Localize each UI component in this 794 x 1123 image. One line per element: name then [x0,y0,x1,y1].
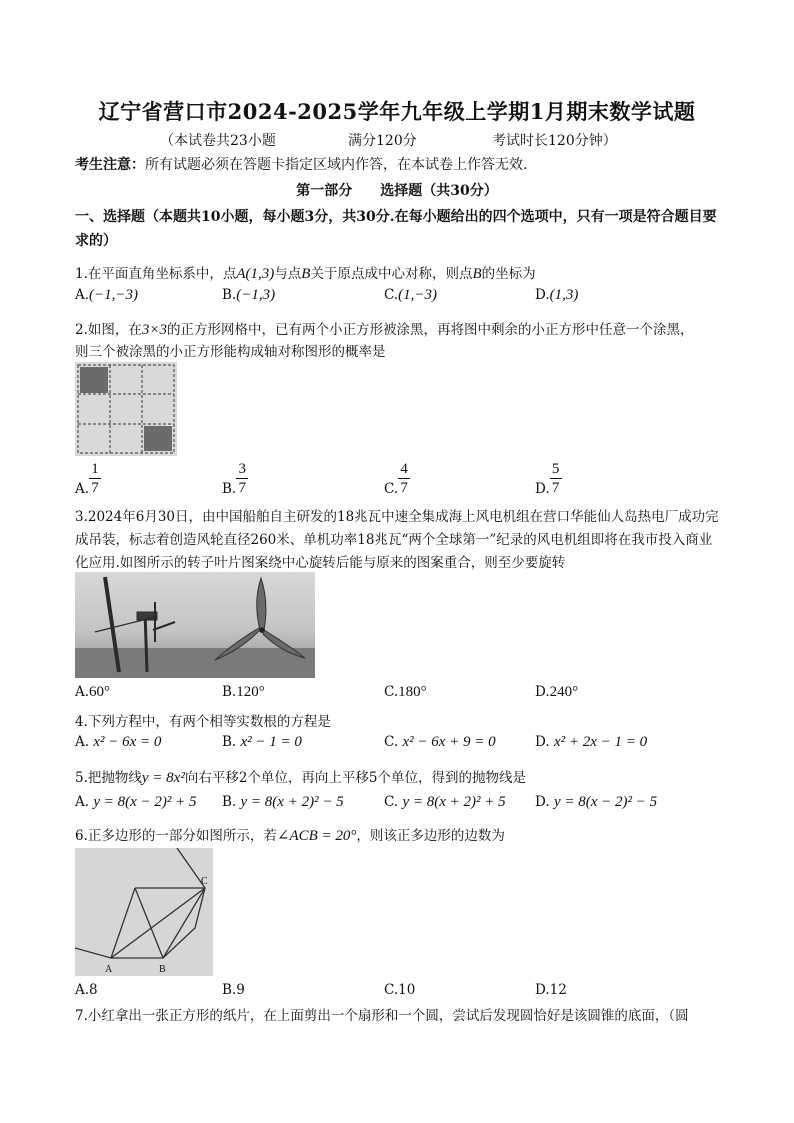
q4-option-d[interactable] [535,734,647,751]
q5-option-c[interactable] [384,794,506,811]
shaded-square-bottom-right [144,426,172,451]
q2-option-d[interactable] [535,460,562,497]
q5-option-b[interactable] [222,794,344,811]
option-value: 240° [549,684,579,700]
photo-ground [75,648,315,678]
option-label: A. [75,287,90,303]
option-value: 9 [236,982,245,998]
numerator: 1 [91,461,99,477]
meta-time-limit: 考试时长120分钟） [492,133,617,149]
option-value: 120° [236,684,265,700]
option-label: C. [384,684,399,700]
option-label: C. [384,481,399,497]
option-label: A. [75,794,90,810]
option-value: x² − 6x + 9 = 0 [402,734,496,750]
q6-angle: ∠ACB = 20° [276,828,357,844]
label-c: C [201,876,208,887]
question-4-stem: 4.下列方程中，有两个相等实数根的方程是 [75,714,331,730]
fraction [550,460,562,497]
option-label: D. [535,734,550,750]
q2-text-b: 的正方形网格中，已有两个小正方形被涂黑，再将图中剩余的小正方形中任意一个涂黑， [167,322,694,338]
option-label: D. [535,684,550,700]
q3-option-b[interactable] [222,684,265,701]
q2-option-a[interactable] [75,460,101,497]
q5-text-a: 5.把抛物线 [75,770,142,786]
part-heading: 第一部分 选择题（共30分） [296,183,498,199]
question-5-stem [75,766,526,787]
q4-option-c[interactable] [384,734,496,751]
question-3-stem: 3.2024年6月30日，由中国船舶自主研发的18兆瓦中速全集成海上风电机组在营口华能仙人岛热电厂成功完成吊装，标志着创造风轮直径260米、单机功率18兆瓦“两个全球第一”纪录的风电机组即将在我市投入商业化应用.如图所示的转子叶片图案绕中心旋转后能与原来的图案重合，则至少要旋转 [75,509,719,571]
q1-text-b: 与点 [274,266,302,282]
q2-grid-size: 3×3 [141,322,168,338]
question-1-stem [75,262,536,283]
q1-option-d[interactable] [535,287,578,304]
q1-text-d: 的坐标为 [481,266,536,282]
q1-point-b: B [301,266,311,282]
q1-option-b[interactable] [222,287,275,304]
q1-option-a[interactable] [75,287,138,304]
question-2-stem [75,318,694,339]
q1-point-a: A(1,3) [236,266,275,282]
denominator: 7 [238,480,246,496]
option-label: A. [75,734,90,750]
q5-option-d[interactable] [535,794,657,811]
question-7-stem: 7.小红拿出一张正方形的纸片，在上面剪出一个扇形和一个圆，尝试后发现圆恰好是该圆锥的底面，（圆 [75,1008,689,1024]
q4-option-a[interactable] [75,734,161,751]
q2-grid-figure [75,362,177,456]
notice-label: 考生注意： [75,157,145,173]
option-value: 8 [89,982,98,998]
q4-option-b[interactable] [222,734,302,751]
option-label: C. [384,794,399,810]
q6-text-b: ，则该正多边形的边数为 [356,828,505,844]
q6-option-c[interactable] [384,982,415,998]
fraction [236,460,248,497]
option-label: D. [535,794,550,810]
numerator: 4 [400,461,408,477]
option-label: D. [535,287,550,303]
q1-option-c[interactable] [384,287,437,304]
label-b: B [159,964,166,975]
option-label: A. [75,481,90,497]
option-label: C. [384,734,399,750]
option-label: B. [222,287,237,303]
option-value: (−1,3) [236,287,276,303]
q1-text-a: 1.在平面直角坐标系中，点 [75,266,237,282]
q3-option-c[interactable] [384,684,427,701]
option-value: x² − 1 = 0 [240,734,302,750]
q5-text-b: 向右平移2个单位，再向上平移5个单位，得到的抛物线是 [184,770,527,786]
label-a: A [105,964,113,975]
option-value: (1,3) [549,287,579,303]
q6-polygon-figure [75,848,213,976]
question-6-stem [75,824,505,845]
q2-text-a: 2.如图，在 [75,322,142,338]
q5-option-a[interactable] [75,794,197,811]
q2-option-c[interactable] [384,460,410,497]
option-value: 60° [89,684,111,700]
denominator: 7 [400,480,408,496]
option-label: D. [535,481,550,497]
q5-parabola: y = 8x² [141,770,185,786]
option-value: x² + 2x − 1 = 0 [553,734,648,750]
option-value: 12 [549,982,567,998]
option-value: y = 8(x + 2)² − 5 [240,794,344,810]
option-label: A. [75,982,90,998]
option-value: y = 8(x − 2)² − 5 [553,794,658,810]
notice-text: 所有试题必须在答题卡指定区域内作答，在本试卷上作答无效. [145,157,528,173]
q6-text-a: 6.正多边形的一部分如图所示，若 [75,828,277,844]
q6-option-a[interactable] [75,982,98,998]
question-2-stem-line2: 则三个被涂黑的小正方形能构成轴对称图形的概率是 [75,344,386,360]
option-value: y = 8(x + 2)² + 5 [402,794,506,810]
option-label: B. [222,734,237,750]
shaded-square-top-left [80,367,108,393]
q1-point-b2: B [472,266,482,282]
meta-question-count: （本试卷共23小题 [160,133,276,149]
option-label: C. [384,287,399,303]
option-value: (−1,−3) [89,287,139,303]
fraction [398,460,410,497]
q3-turbine-figure [75,572,315,678]
option-label: A. [75,684,90,700]
numerator: 3 [238,461,246,477]
q6-option-b[interactable] [222,982,245,998]
section-heading: 一、选择题（本题共10小题，每小题3分，共30分.在每小题给出的四个选项中，只有一项是符合题目要求的） [75,209,717,249]
option-value: x² − 6x = 0 [93,734,162,750]
q1-text-c: 关于原点成中心对称，则点 [310,266,473,282]
option-value: 180° [398,684,427,700]
fraction [89,460,101,497]
notice [75,154,527,174]
option-label: B. [222,481,237,497]
q3-option-d[interactable] [535,684,578,701]
option-label: C. [384,982,399,998]
page-title: 辽宁省营口市2024-2025学年九年级上学期1月期末数学试题 [98,99,696,124]
option-value: 10 [398,982,416,998]
option-label: B. [222,982,237,998]
denominator: 7 [551,480,560,496]
option-label: D. [535,982,550,998]
option-label: B. [222,684,237,700]
q2-option-b[interactable] [222,460,248,497]
denominator: 7 [91,480,99,496]
meta-full-score: 满分120分 [348,133,417,149]
option-value: (1,−3) [398,287,438,303]
q3-option-a[interactable] [75,684,110,701]
option-value: y = 8(x − 2)² + 5 [93,794,197,810]
q6-option-d[interactable] [535,982,567,998]
option-label: B. [222,794,237,810]
numerator: 5 [551,461,560,477]
